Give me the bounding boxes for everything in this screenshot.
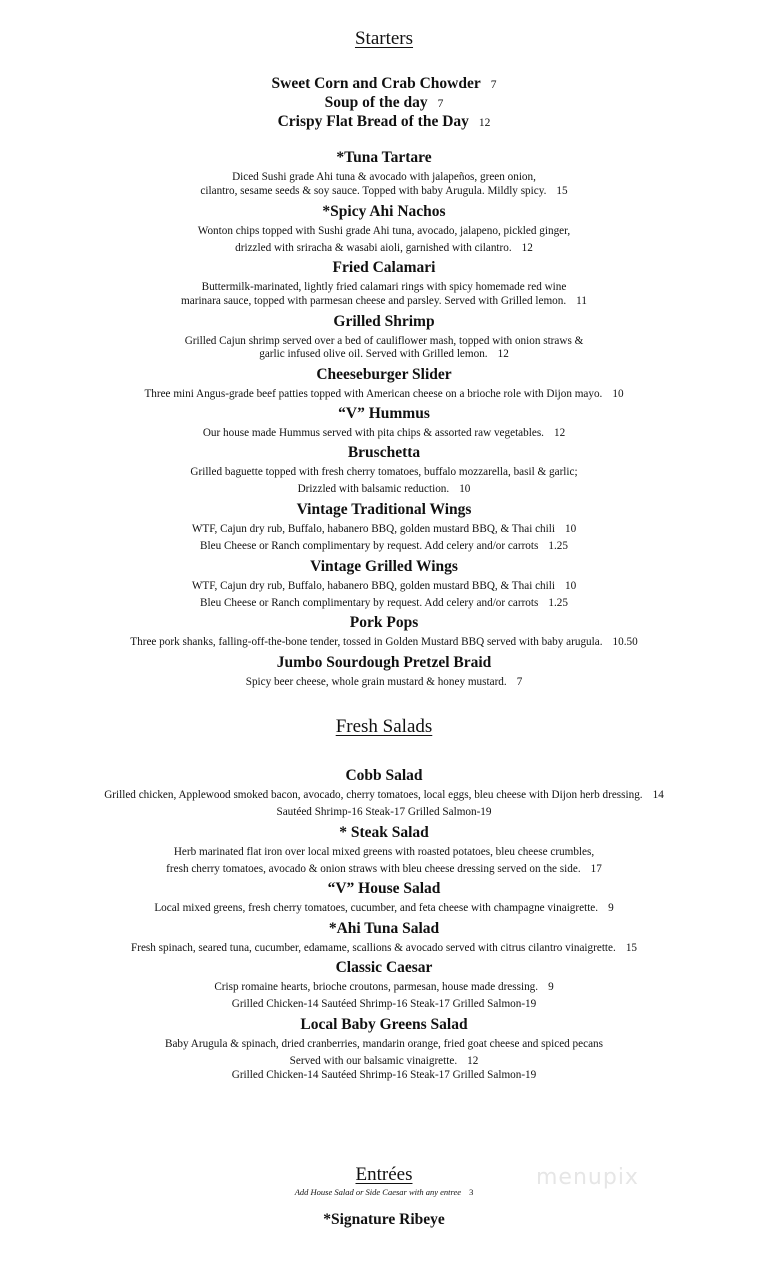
- item-desc: fresh cherry tomatoes, avocado & onion straws with bleu cheese dressing served on the side. 17: [166, 863, 602, 875]
- entrees-note: Add House Salad or Side Caesar with any entree 3: [294, 1187, 474, 1197]
- item-desc: Three pork shanks, falling-off-the-bone tender, tossed in Golden Mustard BBQ served with baby arugula. 10.50: [130, 636, 638, 648]
- item-addons: Grilled Chicken-14 Sautéed Shrimp-16 Steak-17 Grilled Salmon-19: [231, 1069, 537, 1081]
- item-desc: Baby Arugula & spinach, dried cranberries, mandarin orange, fried goat cheese and spiced pecans: [164, 1038, 603, 1050]
- menu-item-flatbread: Crispy Flat Bread of the Day 12: [277, 113, 491, 130]
- item-name-pretzel-braid: Jumbo Sourdough Pretzel Braid: [276, 654, 492, 671]
- item-name-house-salad: “V” House Salad: [327, 880, 441, 897]
- menu-item-chowder: Sweet Corn and Crab Chowder 7: [271, 75, 497, 92]
- item-name-hummus: “V” Hummus: [338, 405, 430, 422]
- item-name-grilled-shrimp: Grilled Shrimp: [333, 313, 435, 330]
- item-desc: Herb marinated flat iron over local mixed greens with roasted potatoes, bleu cheese crumbles,: [173, 846, 595, 858]
- item-desc: Spicy beer cheese, whole grain mustard & honey mustard. 7: [245, 676, 523, 688]
- salads-heading: Fresh Salads: [335, 716, 433, 737]
- menu-item-soup: Soup of the day 7: [324, 94, 444, 111]
- item-desc: Diced Sushi grade Ahi tuna & avocado with jalapeños, green onion,: [232, 171, 536, 183]
- item-desc: Drizzled with balsamic reduction. 10: [297, 483, 471, 495]
- item-desc: garlic infused olive oil. Served with Grilled lemon. 12: [259, 348, 509, 360]
- item-desc: Wonton chips topped with Sushi grade Ahi tuna, avocado, jalapeno, pickled ginger,: [197, 225, 571, 237]
- item-desc: Bleu Cheese or Ranch complimentary by request. Add celery and/or carrots 1.25: [200, 540, 568, 552]
- item-name-baby-greens: Local Baby Greens Salad: [300, 1016, 468, 1033]
- item-desc: marinara sauce, topped with parmesan cheese and parsley. Served with Grilled lemon. 11: [181, 295, 587, 307]
- item-addons: Grilled Chicken-14 Sautéed Shrimp-16 Steak-17 Grilled Salmon-19: [231, 998, 537, 1010]
- item-name-bruschetta: Bruschetta: [347, 444, 421, 461]
- item-addons: Sautéed Shrimp-16 Steak-17 Grilled Salmon-19: [276, 806, 492, 818]
- item-name-caesar: Classic Caesar: [335, 959, 433, 976]
- item-name-signature-ribeye: *Signature Ribeye: [323, 1211, 445, 1228]
- item-desc: cilantro, sesame seeds & soy sauce. Topped with baby Arugula. Mildly spicy. 15: [200, 185, 568, 197]
- item-desc: Grilled baguette topped with fresh cherry tomatoes, buffalo mozzarella, basil & garlic;: [190, 466, 578, 478]
- item-name-slider: Cheeseburger Slider: [316, 366, 452, 383]
- item-name-tuna-tartare: *Tuna Tartare: [336, 149, 432, 166]
- item-desc: Bleu Cheese or Ranch complimentary by request. Add celery and/or carrots 1.25: [200, 597, 568, 609]
- starters-heading: Starters: [354, 28, 414, 49]
- item-name-traditional-wings: Vintage Traditional Wings: [296, 501, 472, 518]
- item-desc: WTF, Cajun dry rub, Buffalo, habanero BBQ, golden mustard BBQ, & Thai chili 10: [191, 523, 577, 535]
- item-name-calamari: Fried Calamari: [332, 259, 436, 276]
- item-desc: Three mini Angus-grade beef patties topped with American cheese on a brioche role with Dijon mayo. 10: [144, 388, 624, 400]
- item-desc: Our house made Hummus served with pita chips & assorted raw vegetables. 12: [202, 427, 566, 439]
- item-desc: Fresh spinach, seared tuna, cucumber, edamame, scallions & avocado served with citrus cilantro vinaigrette. 15: [131, 942, 637, 954]
- item-desc: Served with our balsamic vinaigrette. 12: [289, 1055, 479, 1067]
- item-name-steak-salad: * Steak Salad: [339, 824, 429, 841]
- item-name-ahi-nachos: *Spicy Ahi Nachos: [322, 203, 446, 220]
- item-desc: Grilled chicken, Applewood smoked bacon, avocado, cherry tomatoes, local eggs, bleu cheese with Dijon herb dressing. 14: [104, 789, 664, 801]
- item-desc: Grilled Cajun shrimp served over a bed of cauliflower mash, topped with onion straws &: [184, 335, 584, 347]
- watermark-logo: menupix: [536, 1165, 639, 1190]
- item-name-cobb-salad: Cobb Salad: [345, 767, 423, 784]
- item-name-pork-pops: Pork Pops: [349, 614, 419, 631]
- item-desc: drizzled with sriracha & wasabi aioli, garnished with cilantro. 12: [235, 242, 533, 254]
- entrees-heading: Entrées: [355, 1164, 413, 1185]
- item-desc: Local mixed greens, fresh cherry tomatoes, cucumber, and feta cheese with champagne vinaigrette. 9: [154, 902, 614, 914]
- item-desc: Crisp romaine hearts, brioche croutons, parmesan, house made dressing. 9: [214, 981, 554, 993]
- item-name-ahi-tuna-salad: *Ahi Tuna Salad: [328, 920, 440, 937]
- item-desc: Buttermilk-marinated, lightly fried calamari rings with spicy homemade red wine: [201, 281, 567, 293]
- item-desc: WTF, Cajun dry rub, Buffalo, habanero BBQ, golden mustard BBQ, & Thai chili 10: [191, 580, 577, 592]
- item-name-grilled-wings: Vintage Grilled Wings: [310, 558, 458, 575]
